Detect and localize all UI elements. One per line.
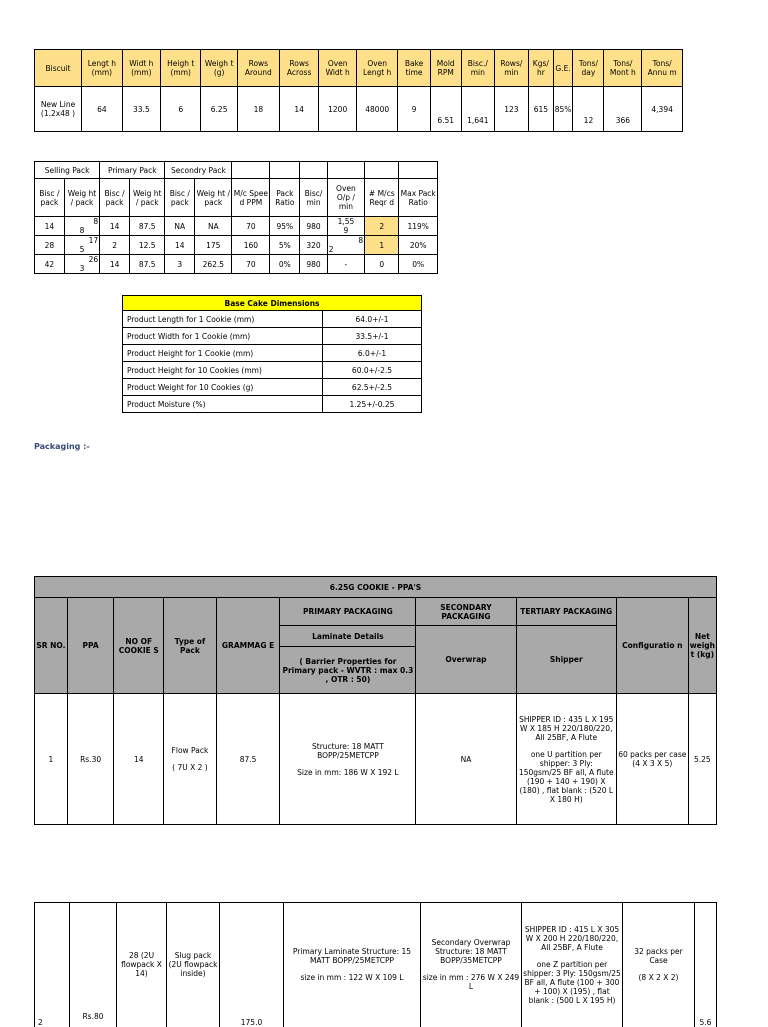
row-value: 60.0+/-2.5	[323, 362, 422, 379]
cell-line: Size in mm: 186 W X 192 L	[297, 767, 399, 777]
data-cell	[64, 236, 99, 255]
header-cell: M/c Spee d PPM	[232, 179, 270, 217]
cell-line: 3	[79, 264, 85, 273]
net-weight-cell: 5.25	[688, 694, 716, 825]
sr-no-cell: 1	[35, 694, 68, 825]
header-cell: Bisc / pack	[100, 179, 130, 217]
cell-line: Structure: 18 MATT BOPP/25METCPP	[312, 741, 384, 760]
header-shipper: Shipper	[516, 626, 616, 694]
data-cell	[327, 255, 364, 274]
data-cell: 160	[232, 236, 270, 255]
base-cake-dimensions-table	[122, 295, 422, 413]
cell-line: (4 X 3 X 5)	[632, 759, 673, 768]
data-cell: 70	[232, 255, 270, 274]
table-row	[123, 362, 422, 379]
table-title: 6.25G COOKIE - PPA'S	[35, 577, 717, 598]
cell-line: 2	[328, 245, 334, 254]
cell-line: 26	[88, 255, 99, 264]
header-cell: Kgs/ hr	[528, 50, 553, 87]
header-primary-packaging: PRIMARY PACKAGING	[280, 598, 416, 626]
header-cell: Bake time	[398, 50, 430, 87]
cookies-cell: 14	[114, 694, 164, 825]
table-row	[35, 236, 438, 255]
primary-cell	[280, 694, 416, 825]
data-cell	[64, 217, 99, 236]
cell-line: 9	[343, 226, 349, 235]
data-cell: 12.5	[129, 236, 164, 255]
data-cell: 6.51	[430, 87, 461, 132]
header-cell: Biscuit	[35, 50, 82, 87]
header-cell: Rows Across	[279, 50, 319, 87]
row-label: Product Length for 1 Cookie (mm)	[123, 311, 323, 328]
data-cell: 1,641	[461, 87, 494, 132]
cell-line: Flow Pack	[171, 746, 209, 755]
header-cell: G.E.	[553, 50, 573, 87]
row-value: 33.5+/-1	[323, 328, 422, 345]
data-cell: 14	[165, 236, 195, 255]
header-cell: Max Pack Ratio	[399, 179, 438, 217]
header-cell: Weig ht / pack	[64, 179, 99, 217]
data-cell: 123	[494, 87, 528, 132]
header-overwrap: Overwrap	[416, 626, 516, 694]
production-data-row	[35, 87, 683, 132]
packaging-heading: Packaging :-	[34, 442, 90, 451]
data-cell: 70	[232, 217, 270, 236]
table-row	[123, 328, 422, 345]
header-cell: Pack Ratio	[270, 179, 300, 217]
data-cell: New Line (1.2x48 )	[35, 87, 82, 132]
header-cell: Rows/ min	[494, 50, 528, 87]
header-cell: Rows Around	[237, 50, 279, 87]
header-grammage: GRAMMAG E	[216, 598, 280, 694]
empty-cell	[270, 162, 300, 179]
table-row	[35, 694, 717, 825]
production-header-row	[35, 50, 683, 87]
column-header-row	[35, 179, 438, 217]
cell-line: size in mm : 276 W X 249 L	[422, 973, 520, 992]
production-table	[34, 49, 683, 132]
header-laminate-details: Laminate Details	[280, 626, 416, 647]
row-label: Product Moisture (%)	[123, 396, 323, 413]
group-header-row	[35, 162, 438, 179]
cell-line: ( 7U X 2 )	[172, 763, 208, 772]
data-cell	[327, 236, 364, 255]
data-cell: 95%	[270, 217, 300, 236]
data-cell: 33.5	[122, 87, 160, 132]
shipper-cell	[516, 694, 616, 825]
empty-cell	[327, 162, 364, 179]
data-cell: 6.25	[201, 87, 237, 132]
header-net-weight: Net weigh t (kg)	[688, 598, 716, 694]
ppa-packaging-table-continued	[34, 902, 717, 1027]
data-cell: 5%	[270, 236, 300, 255]
header-cell: Bisc./ min	[461, 50, 494, 87]
header-cell: # M/cs Reqr d	[365, 179, 399, 217]
cell-line: one Z partition per shipper: 3 Ply: 150gsm/25 BF all, A flute (100 + 300 + 100) X (195) , flat blank : (500 L X 195 H)	[523, 959, 621, 1005]
ppa-cell: Rs.80	[70, 903, 117, 1027]
cell-line: Secondary Overwrap Structure: 18 MATT BOPP/35METCPP	[431, 938, 511, 966]
table-title-row	[35, 577, 717, 598]
data-cell	[64, 255, 99, 274]
data-cell: 42	[35, 255, 65, 274]
cookies-cell: 28 (2U flowpack X 14)	[117, 903, 167, 1027]
data-cell: 615	[528, 87, 553, 132]
header-no-of-cookies: NO OF COOKIE S	[114, 598, 164, 694]
data-cell: 9	[398, 87, 430, 132]
data-cell: 4,394	[642, 87, 683, 132]
type-cell	[164, 694, 217, 825]
header-cell: Heigh t (mm)	[160, 50, 200, 87]
data-cell: 3	[165, 255, 195, 274]
cell-line: 8	[358, 236, 364, 245]
header-cell: Tons/ day	[573, 50, 604, 87]
data-cell: NA	[165, 217, 195, 236]
header-cell: Mold RPM	[430, 50, 461, 87]
data-cell: 14	[35, 217, 65, 236]
row-label: Product Width for 1 Cookie (mm)	[123, 328, 323, 345]
table-row	[123, 345, 422, 362]
data-cell: 1200	[319, 87, 356, 132]
data-cell: 48000	[356, 87, 398, 132]
table-row	[35, 903, 717, 1027]
data-cell: 0%	[399, 255, 438, 274]
header-cell: Weig ht / pack	[129, 179, 164, 217]
header-tertiary-packaging: TERTIARY PACKAGING	[516, 598, 616, 626]
row-value: 62.5+/-2.5	[323, 379, 422, 396]
cell-line: one U partition per shipper: 3 Ply: 150gsm/25 BF all, A flute (190 + 140 + 190) X (180) , flat blank : (520 L X 180 H)	[518, 749, 614, 804]
cell-line: -	[344, 259, 348, 269]
secondary-cell	[421, 903, 522, 1027]
table-title: Base Cake Dimensions	[123, 296, 422, 311]
table-row	[123, 396, 422, 413]
data-cell: 12	[573, 87, 604, 132]
header-type-of-pack: Type of Pack	[164, 598, 217, 694]
header-cell: Bisc / pack	[35, 179, 65, 217]
data-cell: 980	[300, 255, 327, 274]
row-value: 64.0+/-1	[323, 311, 422, 328]
primary-cell	[284, 903, 421, 1027]
config-cell	[616, 694, 688, 825]
header-cell: Bisc/ min	[300, 179, 327, 217]
data-cell: 2	[100, 236, 130, 255]
group-header: Primary Pack	[100, 162, 165, 179]
data-cell: 18	[237, 87, 279, 132]
ppa-packaging-table	[34, 576, 717, 825]
data-cell: 64	[82, 87, 123, 132]
cell-line: 8	[79, 226, 85, 235]
data-cell: 980	[300, 217, 327, 236]
header-sr-no: SR NO.	[35, 598, 68, 694]
empty-cell	[300, 162, 327, 179]
config-cell	[623, 903, 695, 1027]
data-cell: 14	[279, 87, 319, 132]
data-cell	[327, 217, 364, 236]
pack-ratio-table	[34, 161, 438, 274]
header-ppa: PPA	[67, 598, 114, 694]
group-header: Selling Pack	[35, 162, 100, 179]
cell-line: 17	[88, 236, 99, 245]
net-weight-cell: 5.6	[695, 903, 717, 1027]
group-header: Secondry Pack	[165, 162, 232, 179]
cell-line: 60 packs per case	[618, 750, 687, 759]
type-cell: Slug pack (2U flowpack inside)	[167, 903, 220, 1027]
data-cell: 28	[35, 236, 65, 255]
header-configuration: Configuratio n	[616, 598, 688, 694]
cell-line: 1,55	[337, 217, 355, 226]
table-row	[123, 311, 422, 328]
row-value: 6.0+/-1	[323, 345, 422, 362]
row-label: Product Height for 10 Cookies (mm)	[123, 362, 323, 379]
grammage-cell: 87.5	[216, 694, 280, 825]
header-barrier-properties: ( Barrier Properties for Primary pack - WVTR : max 0.3 , OTR : 50)	[280, 647, 416, 694]
cell-line: Primary Laminate Structure: 15 MATT BOPP/25METCPP	[292, 947, 412, 966]
header-cell: Oven Widt h	[319, 50, 356, 87]
empty-cell	[399, 162, 438, 179]
cell-line: 32 packs per Case	[634, 947, 683, 966]
header-cell: Lengt h (mm)	[82, 50, 123, 87]
table-row	[35, 217, 438, 236]
row-label: Product Height for 1 Cookie (mm)	[123, 345, 323, 362]
data-cell: 119%	[399, 217, 438, 236]
data-cell: 366	[604, 87, 642, 132]
header-secondary-packaging: SECONDARY PACKAGING	[416, 598, 516, 626]
row-value: 1.25+/-0.25	[323, 396, 422, 413]
empty-cell	[232, 162, 270, 179]
data-cell: 320	[300, 236, 327, 255]
ppa-cell: Rs.30	[67, 694, 114, 825]
header-row	[35, 598, 717, 626]
data-cell: NA	[195, 217, 232, 236]
header-cell: Oven Lengt h	[356, 50, 398, 87]
data-cell: 20%	[399, 236, 438, 255]
header-cell: Bisc / pack	[165, 179, 195, 217]
table-title-row	[123, 296, 422, 311]
sr-no-cell: 2	[35, 903, 70, 1027]
data-cell: 14	[100, 217, 130, 236]
header-cell: Oven O/p / min	[327, 179, 364, 217]
cell-line: size in mm : 122 W X 109 L	[300, 973, 404, 983]
data-cell: 175	[195, 236, 232, 255]
cell-line: 5	[79, 245, 85, 254]
cell-line: (8 X 2 X 2)	[638, 973, 679, 983]
grammage-cell: 175.0	[220, 903, 284, 1027]
header-cell: Tons/ Annu m	[642, 50, 683, 87]
data-cell: 0	[365, 255, 399, 274]
cell-line: SHIPPER ID : 435 L X 195 W X 185 H 220/180/220, All 25BF, A Flute	[519, 714, 614, 742]
empty-cell	[365, 162, 399, 179]
header-cell: Widt h (mm)	[122, 50, 160, 87]
shipper-cell	[522, 903, 623, 1027]
data-cell: 2	[365, 217, 399, 236]
data-cell: 85%	[553, 87, 573, 132]
secondary-cell: NA	[416, 694, 516, 825]
data-cell: 1	[365, 236, 399, 255]
header-cell: Weig ht / pack	[195, 179, 232, 217]
data-cell: 14	[100, 255, 130, 274]
header-cell: Tons/ Mont h	[604, 50, 642, 87]
data-cell: 0%	[270, 255, 300, 274]
cell-line: 8	[93, 217, 99, 226]
data-cell: 87.5	[129, 255, 164, 274]
cell-line: SHIPPER ID : 415 L X 305 W X 200 H 220/180/220, All 25BF, A Flute	[524, 924, 620, 952]
data-cell: 6	[160, 87, 200, 132]
row-label: Product Weight for 10 Cookies (g)	[123, 379, 323, 396]
table-row	[35, 255, 438, 274]
data-cell: 87.5	[129, 217, 164, 236]
data-cell: 262.5	[195, 255, 232, 274]
header-cell: Weigh t (g)	[201, 50, 237, 87]
table-row	[123, 379, 422, 396]
